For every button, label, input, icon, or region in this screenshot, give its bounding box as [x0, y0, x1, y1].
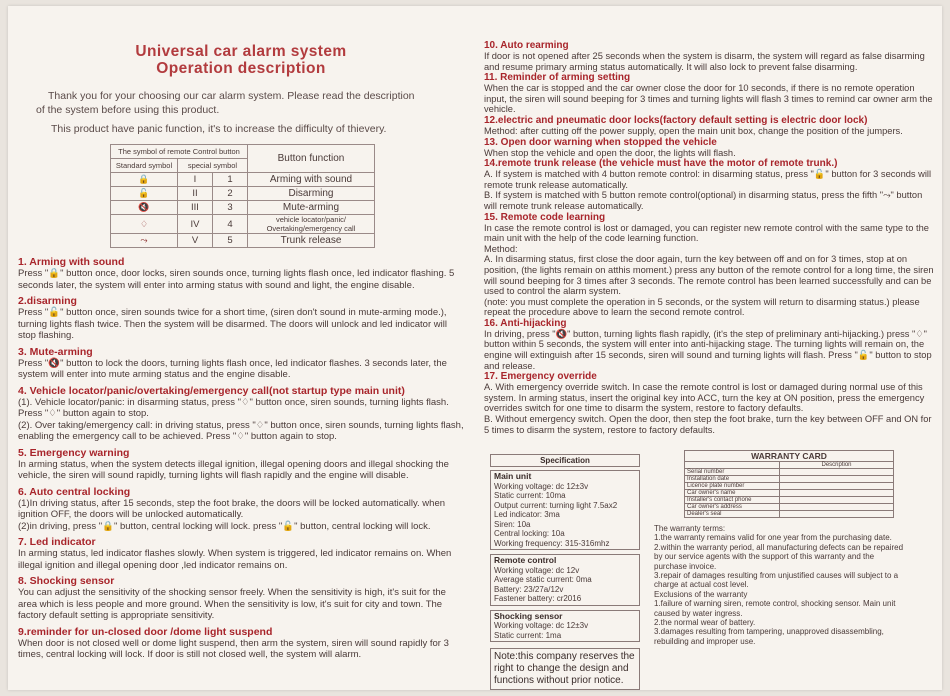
warranty-card	[654, 450, 904, 646]
table-row	[111, 187, 375, 201]
warranty-field-value[interactable]	[780, 483, 894, 490]
roman-cell: II	[178, 187, 213, 201]
spec-groups	[490, 470, 640, 642]
warranty-field-label: Car owner's name	[685, 490, 780, 497]
warranty-field-value[interactable]	[780, 490, 894, 497]
table-row	[111, 215, 375, 234]
section-body: When door is not closed well or dome light suspend, then arm the system, siren will sound rapidly for 3 times, central locking will lock. If door is still not closed well, the system will alarm.	[18, 637, 449, 660]
manual-section	[18, 346, 464, 381]
manual-section	[18, 447, 464, 482]
warranty-term: The warranty terms:	[654, 524, 726, 533]
table-row	[111, 201, 375, 215]
spec-line: Battery: 23/27a/12v	[494, 584, 564, 594]
warranty-row	[685, 490, 894, 497]
unlock-icon: 🔓	[138, 188, 150, 198]
warranty-field-value[interactable]	[780, 497, 894, 504]
section-body: In arming status, when the system detects illegal ignition, illegal opening doors and illegal shocking the vehicle, the siren will sound rapidly, turning lights will flash rapidly and the engine will disable.	[18, 458, 449, 481]
spec-line: Siren: 10a	[494, 519, 531, 529]
function-cell: Trunk release	[248, 234, 375, 248]
section-body: Press "🔒" button once, door locks, siren sounds once, turning lights flash once, led indicator flashing. 5 seconds later, the system will enter into arming status with sound and light, the engine disable.	[18, 268, 455, 291]
warranty-term: 2.within the warranty period, all manufacturing defects can be repaired by our service agents with the support of this warranty and the purchase invoice.	[654, 542, 904, 571]
table-row	[111, 173, 375, 187]
warranty-field-value[interactable]	[780, 504, 894, 511]
intro-line-2: of the system before using this product.	[36, 104, 220, 116]
warranty-field-label: Licence plate number	[685, 483, 780, 490]
warranty-field-label: Installer's contact phone	[685, 497, 780, 504]
trunk-icon: ⤳	[140, 235, 148, 245]
manual-section	[18, 626, 464, 661]
warranty-desc-header: Description	[780, 462, 894, 469]
specification-box	[490, 454, 640, 690]
manual-subtitle: Operation description	[156, 60, 326, 77]
spec-group-title: Shocking sensor	[494, 610, 563, 621]
spec-line: Working voltage: dc 12v	[494, 565, 580, 575]
section-heading: 4. Vehicle locator/panic/overtaking/emergency call(not startup type main unit)	[18, 384, 405, 397]
section-body: (1). Vehicle locator/panic: in disarming status, press "♢" button once, siren sounds, turning lights flash. Press "♢" button again to stop. (2). Over taking/emergency call: in driving status, press "♢" button once, siren sounds, turning lights flash, enabling the emergency call to be achieved. Press "♢" button again to stop.	[18, 396, 464, 442]
bottom-boxes	[484, 446, 934, 686]
table-row	[111, 234, 375, 248]
warranty-term: 1.failure of warning siren, remote control, shocking sensor. Main unit caused by water ingress.	[654, 599, 896, 618]
manual-section	[18, 385, 464, 443]
section-body: If door is not opened after 25 seconds when the system is disarm, the system will regard as false disarming and resume primary arming status automatically. It will also lock to prevent false disarming.	[484, 51, 925, 72]
section-body: Method: after cutting off the power supply, open the main unit box, change the position of the jumpers.	[484, 125, 903, 136]
warranty-terms	[654, 524, 904, 646]
warranty-term: 1.the warranty remains valid for one year from the purchasing date.	[654, 533, 892, 543]
manual-section	[18, 295, 464, 342]
section-heading: 8. Shocking sensor	[18, 575, 115, 587]
disclaimer-note: Note:this company reserves the right to change the design and functions without prior notice.	[490, 648, 640, 690]
warranty-field-label: Installation date	[685, 476, 780, 483]
standard-symbol-header: Standard symbol	[111, 159, 178, 173]
warranty-field-label: Car owner's address	[685, 504, 780, 511]
function-cell: Disarming	[248, 187, 375, 201]
section-heading: 12.electric and pneumatic door locks(factory default setting is electric door lock)	[484, 114, 868, 126]
warranty-title: WARRANTY CARD	[685, 451, 894, 462]
specification-title: Specification	[490, 454, 640, 467]
manual-section	[18, 575, 464, 622]
spec-line: Static current: 1ma	[494, 630, 562, 640]
section-heading: 9.reminder for un-closed door /dome light suspend	[18, 625, 273, 638]
section-body: In driving, press "🔇" button, turning lights flash rapidly, (it's the step of preliminary anti-hijacking.) press "♢" button within 5 seconds, the system will enter into anti-hijacking stage. The turning lights will remain on, the engine will extinguish after 15 seconds, siren will sound and turning lights will flash. Press "🔓" button to stop and release.	[484, 328, 932, 371]
warranty-row	[685, 497, 894, 504]
spec-group	[490, 470, 640, 550]
warranty-row	[685, 504, 894, 511]
section-heading: 1. Arming with sound	[18, 256, 125, 268]
spec-group-title: Remote control	[494, 555, 557, 565]
number-cell: 1	[213, 173, 248, 187]
number-cell: 2	[213, 187, 248, 201]
manual-section	[484, 115, 934, 137]
right-column	[484, 6, 934, 690]
left-sections	[18, 256, 464, 661]
function-cell: vehicle locator/panic/ Overtaking/emergency call	[248, 215, 375, 234]
number-cell: 4	[213, 215, 248, 234]
special-symbol-header: special symbol	[178, 159, 248, 173]
spec-line: Output current: turning light 7.5ax2	[494, 500, 618, 510]
function-cell: Mute-arming	[248, 201, 375, 215]
number-cell: 3	[213, 201, 248, 215]
spec-line: Working voltage: dc 12±3v	[494, 621, 589, 630]
section-heading: 13. Open door warning when stopped the vehicle	[484, 136, 717, 148]
section-heading: 10. Auto rearming	[484, 40, 569, 51]
intro-line-1: Thank you for your choosing our car alarm system. Please read the description	[48, 90, 415, 102]
roman-cell: III	[178, 201, 213, 215]
warranty-row	[685, 483, 894, 490]
warranty-field-value[interactable]	[780, 511, 894, 518]
section-body: (1)In driving status, after 15 seconds, step the foot brake, the doors will be locked automatically. when ignition OFF, the doors will be unlocked automatically. (2)in driving, press "🔒" button, central locking will lock. press "🔓" button, central locking will lock.	[18, 497, 446, 532]
manual-section	[484, 212, 934, 318]
section-body: A. With emergency override switch. In case the remote control is lost or damaged during normal use of this system. In arming status, insert the original key into ACC, turn the key at ON position, press the emergency overrides switch for one time to disarm the system, restore to factory defaults. B. Without emergency switch. Open the door, then step the foot brake, turn the key between OFF and ON for 5 times to disarm the system, restore to factory defaults.	[484, 382, 932, 435]
section-heading: 3. Mute-arming	[18, 345, 93, 358]
left-column	[18, 6, 464, 690]
section-heading: 5. Emergency warning	[18, 446, 130, 459]
spec-group	[490, 554, 640, 606]
manual-sheet	[8, 6, 942, 690]
mute-icon: 🔇	[138, 202, 150, 212]
manual-section	[484, 318, 934, 371]
section-body: Press "🔇" button to lock the doors, turning lights flash once, led indicator flashes. 3 seconds later, the system will enter into mute arming status and the engine disable.	[18, 357, 447, 380]
spec-group-title: Main unit	[494, 471, 532, 481]
manual-section	[484, 137, 934, 159]
warranty-term: 3.repair of damages resulting from unjustified causes will subject to a charge at actual cost level.	[654, 571, 899, 590]
manual-title: Universal car alarm system	[135, 43, 347, 60]
section-body: When stop the vehicle and open the door, the lights will flash.	[484, 147, 736, 158]
spec-line: Working voltage: dc 12±3v	[494, 481, 589, 491]
warranty-field-label: Dealer's seal	[685, 511, 780, 518]
right-sections	[484, 40, 934, 435]
spec-line: Led indicator: 3ma	[494, 510, 560, 519]
manual-section	[484, 72, 934, 115]
section-body: Press "🔓" button once, siren sounds twice for a short time, (siren don't sound in mute-arming mode.), turning lights flash twice. Then the system will be disarmed. The doors will unlock and led indicator will stop flashing.	[18, 307, 447, 341]
spec-line: Central locking: 10a	[494, 529, 565, 538]
section-body: A. If system is matched with 4 button remote control: in disarming status, press "🔓" button for 3 seconds will remote trunk release automatically. B. If system is matched with 5 button remote control(optional) in disarming status, press the fifth "⤳" button will remote trunk release automatically.	[484, 169, 932, 211]
section-body: In case the remote control is lost or damaged, you can register new remote control with the same type to the main unit with the help of the code learning function. Method: A. In disarming status, first close the door again, turn the key between off and on for 3 times, stop at on position, (the lights remain on atthis moment.) press any button of the remote control for a long time, the siren will sound beeping for 3 times after 3 seconds. The remote control has been learned successfully and can be used to control the alarm system. (note: you must complete the operation in 5 seconds, or the system will return to disarming status.) please repeat the procedure above to learn the second remote control.	[484, 222, 934, 318]
warranty-row	[685, 469, 894, 476]
section-body: In arming status, led indicator flashes slowly. When system is triggered, led indicator remains on. When illegal ignition and illegal opening door ,led indicator remains on.	[18, 548, 452, 571]
spec-line: Fastener battery: cr2016	[494, 594, 582, 603]
roman-cell: IV	[178, 215, 213, 234]
button-symbol-table	[110, 144, 375, 248]
symbol-header: The symbol of remote Control button	[111, 145, 248, 159]
warranty-term: 2.the normal wear of battery.	[654, 618, 756, 628]
lock-icon: 🔒	[138, 174, 150, 184]
manual-section	[18, 536, 464, 571]
manual-section	[484, 371, 934, 435]
section-heading: 2.disarming	[18, 295, 77, 307]
warranty-table	[684, 450, 894, 518]
spec-line: Static current: 10ma	[494, 491, 566, 500]
spec-line: Working frequency: 315-316mhz	[494, 538, 610, 548]
section-heading: 15. Remote code learning	[484, 211, 606, 223]
section-heading: 6. Auto central locking	[18, 485, 131, 498]
panic-icon: ♢	[139, 218, 149, 229]
manual-section	[18, 486, 464, 533]
section-heading: 17. Emergency override	[484, 371, 597, 383]
warranty-field-value[interactable]	[780, 476, 894, 483]
manual-section	[484, 158, 934, 211]
roman-cell: V	[178, 234, 213, 248]
warranty-row	[685, 476, 894, 483]
spec-group	[490, 610, 640, 643]
function-header: Button function	[248, 145, 375, 173]
warranty-row	[685, 511, 894, 518]
section-body: You can adjust the sensitivity of the shocking sensor freely. When the sensitivity is high, it's suit for the area which is less people and more ground. When the sensitivity is low, it's suit for city and town. The factory default setting is appropriate sensitivity.	[18, 587, 446, 621]
manual-section	[18, 256, 464, 291]
section-heading: 7. Led indicator	[18, 536, 96, 548]
roman-cell: I	[178, 173, 213, 187]
number-cell: 5	[213, 234, 248, 248]
section-heading: 14.remote trunk release (the vehicle must have the motor of remote trunk.)	[484, 158, 838, 170]
spec-line: Average static current: 0ma	[494, 575, 592, 584]
warranty-field-value[interactable]	[780, 469, 894, 476]
intro-line-3: This product have panic function, it's to increase the difficulty of thievery.	[51, 123, 387, 135]
warranty-field-label: Serial number	[685, 469, 780, 476]
warranty-term: 3.damages resulting from tampering, unapproved disassembling, rebuilding and improper use.	[654, 627, 884, 646]
function-cell: Arming with sound	[248, 173, 375, 187]
section-heading: 11. Reminder of arming setting	[484, 72, 631, 84]
section-body: When the car is stopped and the car owner close the door for 10 seconds, if there is no remote operation input, the siren will sound beeping for 3 times and turning lights will flash 3 times to remind car owner arm the vehicle.	[484, 83, 933, 115]
manual-section	[484, 40, 934, 72]
warranty-term: Exclusions of the warranty	[654, 589, 748, 599]
section-heading: 16. Anti-hijacking	[484, 317, 567, 329]
